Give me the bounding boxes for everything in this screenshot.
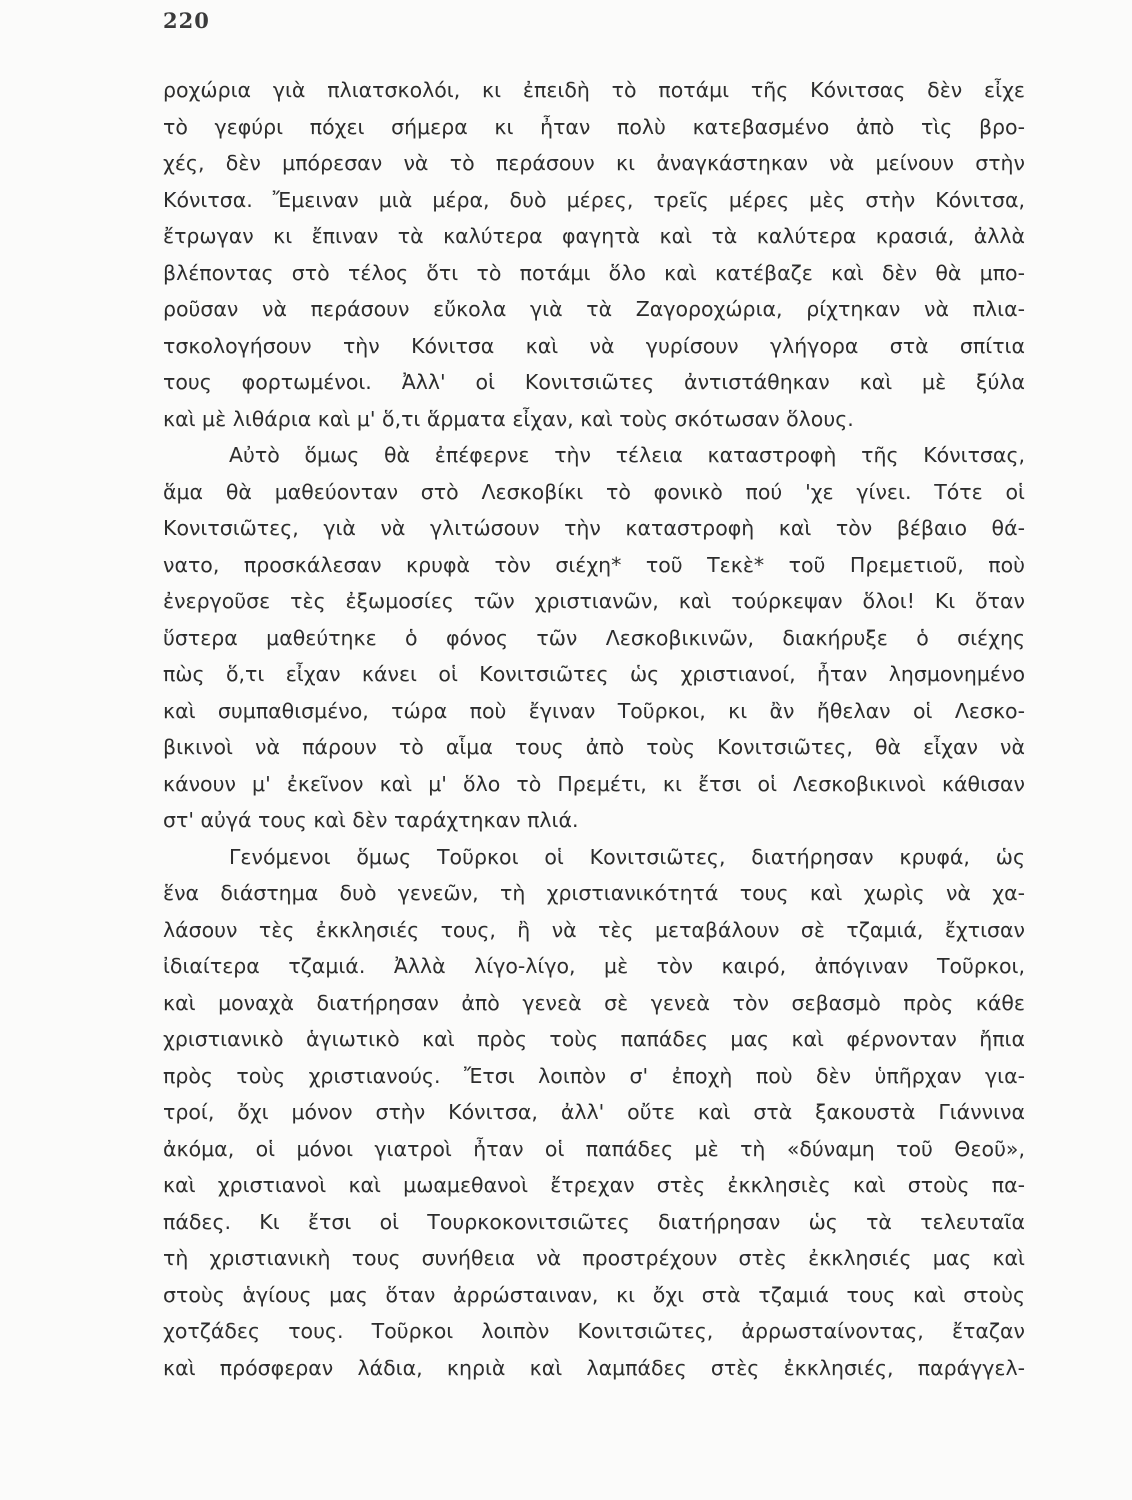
text-line: πὼς ὅ,τι εἶχαν κάνει οἱ Κονιτσιῶτες ὡς χριστιανοί, ἦταν λησμονημένο	[163, 662, 1025, 686]
text-line: καὶ πρόσφεραν λάδια, κηριὰ καὶ λαμπάδες στὲς ἐκκλησιές, παράγγελ-	[163, 1355, 1025, 1380]
text-line: καὶ χριστιανοὶ καὶ μωαμεθανοὶ ἔτρεχαν στὲς ἐκκλησιὲς καὶ στοὺς πα-	[163, 1173, 1025, 1197]
text-line: χριστιανικὸ ἁγιωτικὸ καὶ πρὸς τοὺς παπάδες μας καὶ φέρνονταν ἤπια	[163, 1027, 1025, 1051]
text-line: καὶ συμπαθισμένο, τώρα ποὺ ἔγιναν Τοῦρκοι, κι ἂν ἤθελαν οἱ Λεσκο-	[163, 698, 1025, 723]
text-line: τσκολογήσουν τὴν Κόνιτσα καὶ νὰ γυρίσουν γλήγορα στὰ σπίτια	[163, 333, 1025, 358]
text-line: τὸ γεφύρι πόχει σήμερα κι ἦταν πολὺ κατεβασμένο ἀπὸ τὶς βρο-	[163, 114, 1025, 139]
text-line: ἰδιαίτερα τζαμιά. Ἀλλὰ λίγο-λίγο, μὲ τὸν καιρό, ἀπόγιναν Τοῦρκοι,	[163, 954, 1025, 978]
text-line: βλέποντας στὸ τέλος ὅτι τὸ ποτάμι ὅλο καὶ κατέβαζε καὶ δὲν θὰ μπο-	[163, 260, 1025, 285]
text-line: Κονιτσιῶτες, γιὰ νὰ γλιτώσουν τὴν καταστροφὴ καὶ τὸν βέβαιο θά-	[163, 516, 1025, 540]
text-line: ἕνα διάστημα δυὸ γενεῶν, τὴ χριστιανικότητά τους καὶ χωρὶς νὰ χα-	[163, 881, 1025, 905]
text-line: Κόνιτσα. Ἔμειναν μιὰ μέρα, δυὸ μέρες, τρεῖς μέρες μὲς στὴν Κόνιτσα,	[163, 187, 1025, 212]
body-text	[163, 72, 1025, 1386]
text-line: πρὸς τοὺς χριστιανούς. Ἔτσι λοιπὸν σ' ἐποχὴ ποὺ δὲν ὑπῆρχαν για-	[163, 1063, 1025, 1088]
text-line: ἔτρωγαν κι ἔπιναν τὰ καλύτερα φαγητὰ καὶ τὰ καλύτερα κρασιά, ἀλλὰ	[163, 224, 1025, 248]
text-line: καὶ μὲ λιθάρια καὶ μ' ὅ,τι ἅρματα εἶχαν, καὶ τοὺς σκότωσαν ὅλους.	[163, 406, 854, 431]
text-line: τροί, ὄχι μόνον στὴν Κόνιτσα, ἀλλ' οὔτε καὶ στὰ ξακουστὰ Γιάννινα	[163, 1100, 1025, 1124]
text-line: τους φορτωμένοι. Ἀλλ' οἱ Κονιτσιῶτες ἀντιστάθηκαν καὶ μὲ ξύλα	[163, 370, 1025, 394]
text-line: τὴ χριστιανικὴ τους συνήθεια νὰ προστρέχουν στὲς ἐκκλησιές μας καὶ	[163, 1246, 1025, 1270]
text-line: πάδες. Κι ἔτσι οἱ Τουρκοκονιτσιῶτες διατήρησαν ὡς τὰ τελευταῖα	[163, 1209, 1025, 1234]
text-line: Αὐτὸ ὅμως θὰ ἐπέφερνε τὴν τέλεια καταστροφὴ τῆς Κόνιτσας,	[229, 443, 1025, 467]
text-line: ροῦσαν νὰ περάσουν εὔκολα γιὰ τὰ Ζαγοροχώρια, ρίχτηκαν νὰ πλια-	[163, 297, 1025, 321]
text-line: ροχώρια γιὰ πλιατσκολόι, κι ἐπειδὴ τὸ ποτάμι τῆς Κόνιτσας δὲν εἶχε	[163, 78, 1025, 102]
text-line: ἀκόμα, οἱ μόνοι γιατροὶ ἦταν οἱ παπάδες μὲ τὴ «δύναμη τοῦ Θεοῦ»,	[163, 1136, 1025, 1161]
text-line: στοὺς ἁγίους μας ὅταν ἀρρώσταιναν, κι ὄχι στὰ τζαμιά τους καὶ στοὺς	[163, 1282, 1025, 1307]
text-line: ὕστερα μαθεύτηκε ὁ φόνος τῶν Λεσκοβικινῶν, διακήρυξε ὁ σιέχης	[163, 625, 1025, 650]
text-line: χές, δὲν μπόρεσαν νὰ τὸ περάσουν κι ἀναγκάστηκαν νὰ μείνουν στὴν	[163, 151, 1025, 175]
text-line: νατο, προσκάλεσαν κρυφὰ τὸν σιέχη* τοῦ Τεκὲ* τοῦ Πρεμετιοῦ, ποὺ	[163, 552, 1025, 577]
page-number: 220	[163, 8, 210, 33]
text-line: ἅμα θὰ μαθεύονταν στὸ Λεσκοβίκι τὸ φονικὸ πού 'χε γίνει. Τότε οἱ	[163, 479, 1025, 504]
text-line: Γενόμενοι ὅμως Τοῦρκοι οἱ Κονιτσιῶτες, διατήρησαν κρυφά, ὡς	[229, 844, 1025, 869]
text-line: βικινοὶ νὰ πάρουν τὸ αἷμα τους ἀπὸ τοὺς Κονιτσιῶτες, θὰ εἶχαν νὰ	[163, 735, 1025, 759]
text-line: ἐνεργοῦσε τὲς ἐξωμοσίες τῶν χριστιανῶν, καὶ τούρκεψαν ὅλοι! Κι ὅταν	[163, 589, 1025, 613]
text-line: καὶ μοναχὰ διατήρησαν ἀπὸ γενεὰ σὲ γενεὰ τὸν σεβασμὸ πρὸς κάθε	[163, 990, 1025, 1015]
text-line: στ' αὐγά τους καὶ δὲν ταράχτηκαν πλιά.	[163, 808, 579, 832]
text-line: χοτζάδες τους. Τοῦρκοι λοιπὸν Κονιτσιῶτες, ἀρρωσταίνοντας, ἔταζαν	[163, 1319, 1025, 1343]
text-line: λάσουν τὲς ἐκκλησιές τους, ἢ νὰ τὲς μεταβάλουν σὲ τζαμιά, ἔχτισαν	[163, 917, 1025, 942]
text-line: κάνουν μ' ἐκεῖνον καὶ μ' ὅλο τὸ Πρεμέτι, κι ἔτσι οἱ Λεσκοβικινοὶ κάθισαν	[163, 771, 1025, 796]
